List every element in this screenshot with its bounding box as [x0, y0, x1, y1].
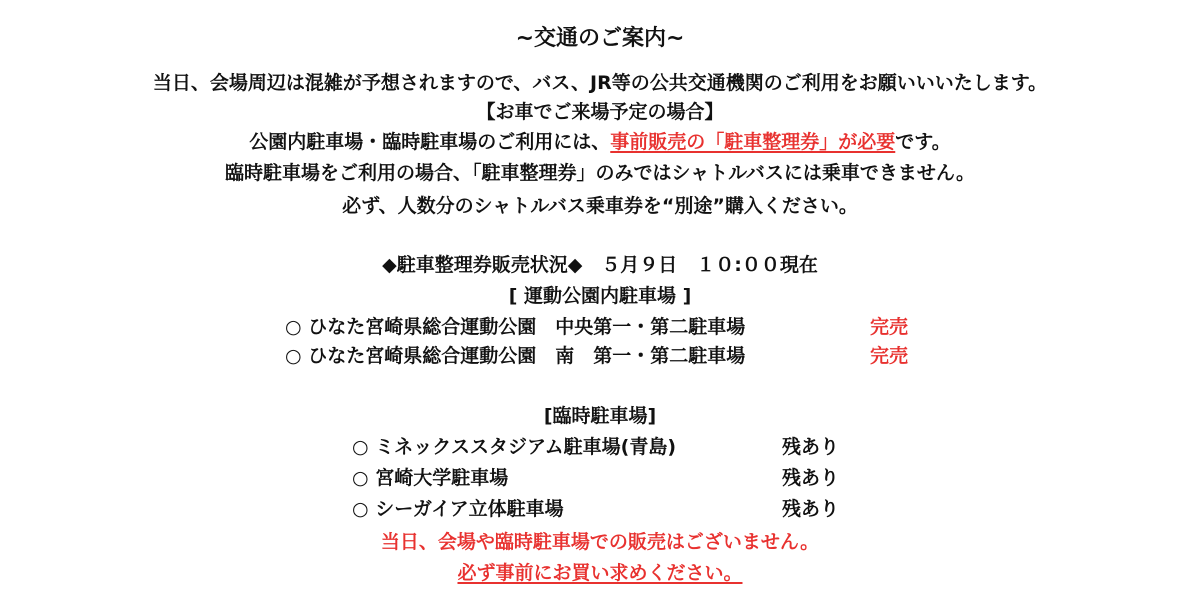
- car-heading: 【お車でご来場予定の場合】: [476, 101, 724, 123]
- notice-required-emphasis: 事前販売の「駐車整理券」が必要: [610, 131, 896, 153]
- intro-text: 当日、会場周辺は混雑が予想されますので、バス、JR等の公共交通機関のご利用をお願いいいたします。: [152, 72, 1048, 94]
- footer-note-no-onsite-sales: 当日、会場や臨時駐車場での販売はございません。: [380, 531, 820, 553]
- temp-parking-name: ○ シーガイア立体駐車場: [352, 498, 564, 520]
- temp-parking-status: 残あり: [782, 498, 840, 520]
- notice-required-after: です。: [895, 131, 951, 153]
- park-parking-status: 完売: [870, 316, 909, 338]
- park-parking-status: 完売: [870, 345, 909, 367]
- footer-note-wrapper: [0, 560, 1200, 586]
- temp-parking-status: 残あり: [782, 436, 840, 458]
- footer-note-buy-in-advance: 必ず事前にお買い求めください。: [457, 562, 743, 584]
- temp-section-heading: [臨時駐車場]: [543, 405, 657, 427]
- notice-shuttle: 臨時駐車場をご利用の場合、「駐車整理券」のみではシャトルバスには乗車できません。: [225, 162, 975, 184]
- park-parking-name: ○ ひなた宮崎県総合運動公園 中央第一・第二駐車場: [285, 316, 746, 338]
- sales-status-heading: ◆駐車整理券販売状況◆ ５月９日 １０:００現在: [382, 254, 818, 276]
- notice-required-ticket: [0, 129, 1200, 155]
- temp-parking-name: ○ 宮崎大学駐車場: [352, 467, 509, 489]
- temp-parking-name: ○ ミネックススタジアム駐車場(青島): [352, 436, 677, 458]
- temp-parking-status: 残あり: [782, 467, 840, 489]
- page-title: ~交通のご案内~: [515, 26, 685, 51]
- park-section-heading: [ 運動公園内駐車場 ]: [508, 285, 692, 307]
- notice-required-before: 公園内駐車場・臨時駐車場のご利用には、: [249, 131, 611, 153]
- notice-shuttle-ticket: 必ず、人数分のシャトルバス乗車券を“別途”購入ください。: [342, 195, 858, 217]
- park-parking-name: ○ ひなた宮崎県総合運動公園 南 第一・第二駐車場: [285, 345, 746, 367]
